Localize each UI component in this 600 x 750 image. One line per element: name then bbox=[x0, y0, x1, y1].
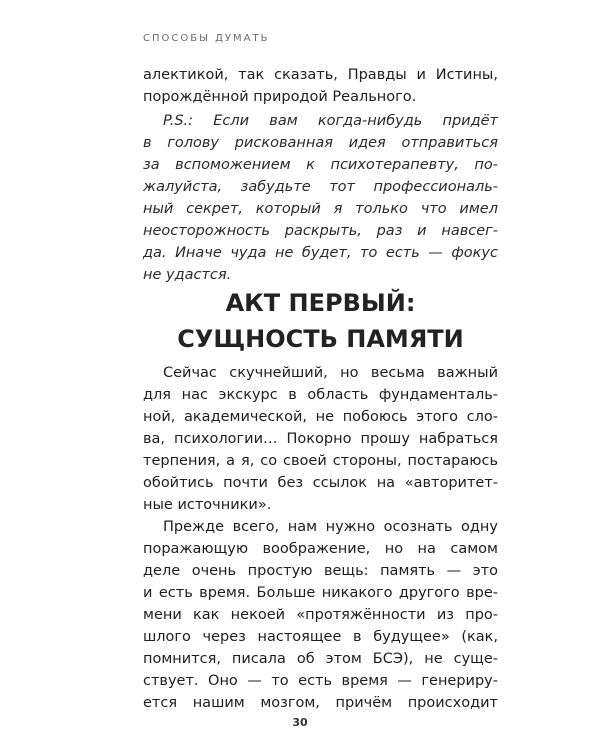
text-line: неосторожность раскрыть, раз и навсег- bbox=[143, 223, 498, 239]
text-line: P.S.: Если вам когда-нибудь придёт bbox=[163, 113, 498, 129]
running-head: СПОСОБЫ ДУМАТЬ bbox=[143, 33, 270, 44]
text-line: ва, психологии… Покорно прошу набраться bbox=[143, 431, 498, 447]
text-line: и есть время. Больше никакого другого вре- bbox=[143, 585, 498, 601]
text-line: да. Иначе чуда не будет, то есть — фокус bbox=[143, 245, 498, 261]
text-line: жалуйста, забудьте тот профессиональ- bbox=[143, 179, 498, 195]
text-line: в голову рискованная идея отправиться bbox=[143, 135, 498, 151]
text-line: деле очень простую вещь: память — это bbox=[143, 563, 498, 579]
text-line: ствует. Оно — то есть время — генериру- bbox=[143, 673, 498, 689]
text-line: порождённой природой Реального. bbox=[143, 89, 417, 105]
paragraph-2 bbox=[143, 516, 498, 714]
text-line: ной, академической, не побоюсь этого сло- bbox=[143, 409, 498, 425]
chapter-heading-line-1: АКТ ПЕРВЫЙ: bbox=[225, 289, 416, 317]
text-line: мени как некоей «протяжённости из про- bbox=[143, 607, 498, 623]
text-line: поражающую воображение, но на самом bbox=[143, 541, 498, 557]
top-paragraph bbox=[143, 64, 498, 108]
text-line: не удастся. bbox=[143, 267, 232, 283]
text-line: за вспоможением к психотерапевту, по- bbox=[143, 157, 498, 173]
text-line: ный секрет, который я только что имел bbox=[143, 201, 498, 217]
text-line: Сейчас скучнейший, но весьма важный bbox=[163, 365, 498, 381]
text-line: ется нашим мозгом, причём происходит bbox=[143, 695, 498, 711]
text-line: обойтись почти без ссылок на «авторитет- bbox=[143, 475, 498, 491]
text-line: для нас экскурс в область фундаменталь- bbox=[143, 387, 498, 403]
paragraph-1 bbox=[143, 362, 498, 516]
text-line: ные источники». bbox=[143, 497, 272, 513]
text-line: помнится, писала об этом БСЭ), не суще- bbox=[143, 651, 498, 667]
chapter-heading-line-2: СУЩНОСТЬ ПАМЯТИ bbox=[177, 325, 464, 353]
page-number: 30 bbox=[292, 716, 308, 729]
text-line: терпения, а я, со своей стороны, постараюсь bbox=[143, 453, 498, 469]
text-line: шлого через настоящее в будущее» (как, bbox=[143, 629, 498, 645]
chapter-heading bbox=[143, 285, 498, 357]
text-line: Прежде всего, нам нужно осознать одну bbox=[163, 519, 498, 535]
text-line: алектикой, так сказать, Правды и Истины, bbox=[143, 67, 498, 83]
ps-paragraph bbox=[143, 110, 498, 286]
